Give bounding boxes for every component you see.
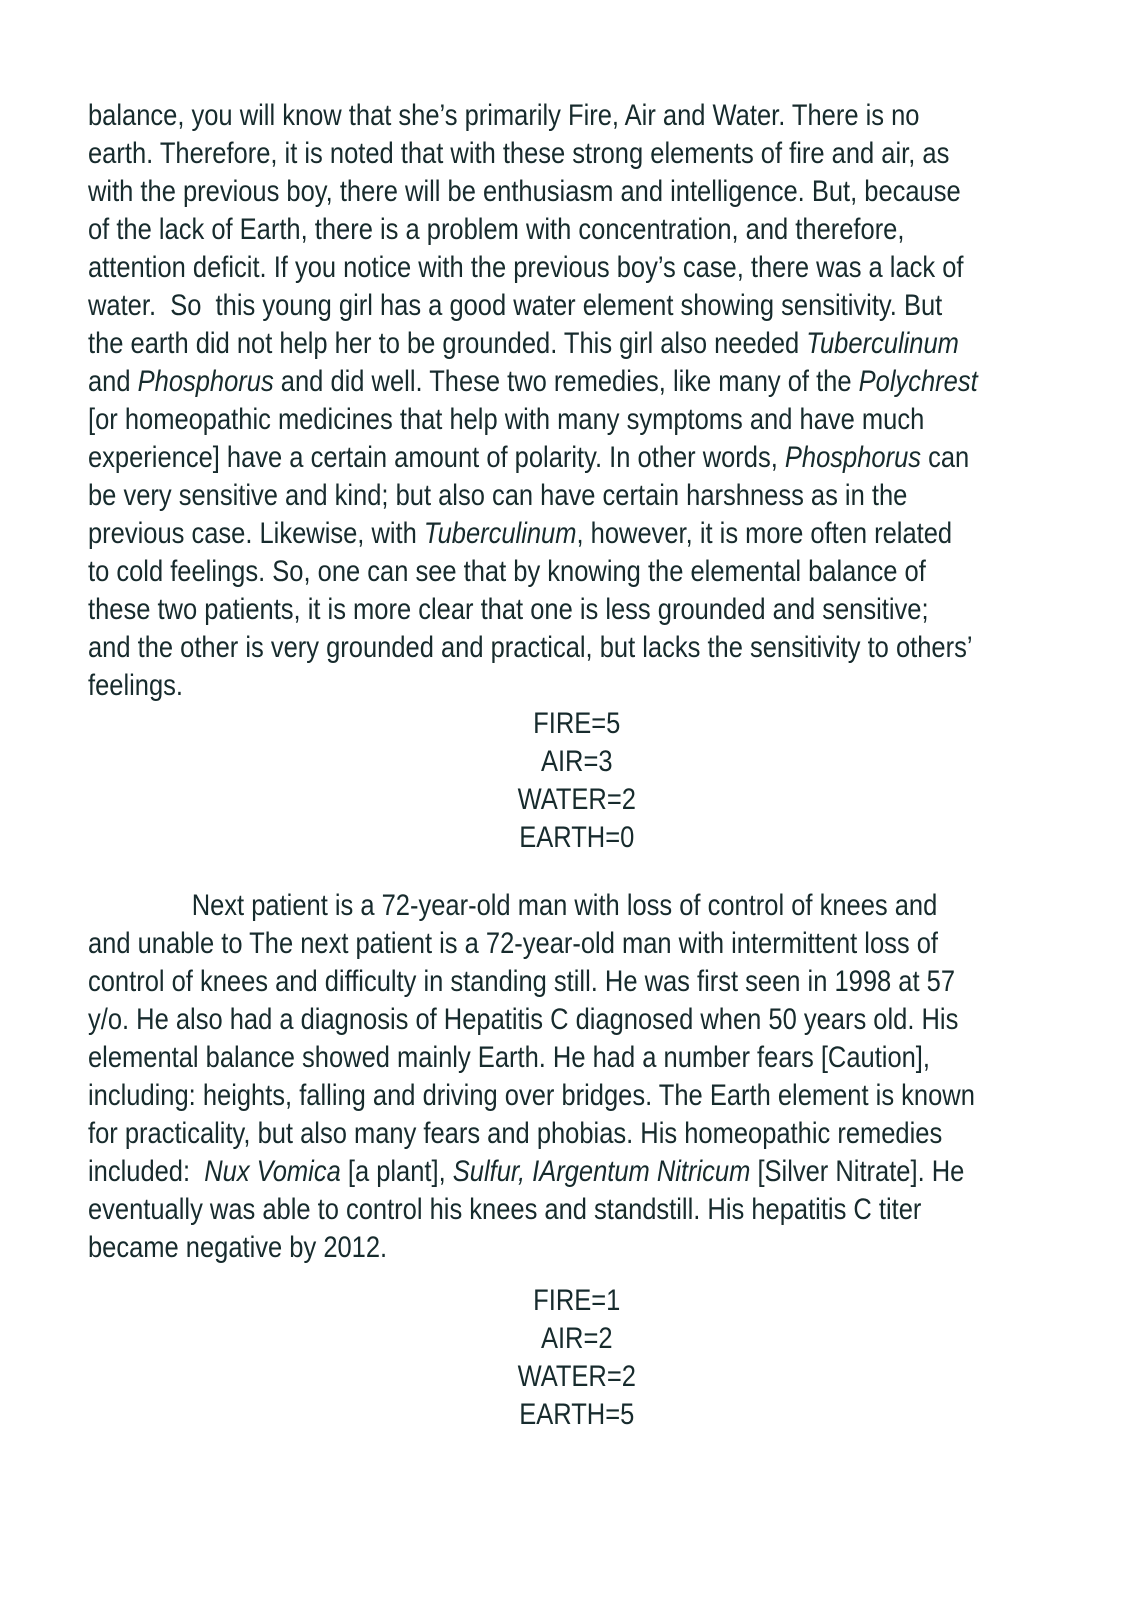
element-score-line: FIRE=1	[533, 1284, 621, 1317]
element-score-line: AIR=3	[540, 745, 613, 778]
text-run: and	[88, 365, 138, 398]
text-column	[88, 97, 1040, 1434]
text-line: be very sensitive and kind; but also can have certain harshness as in the	[88, 479, 908, 512]
text-line: control of knees and difficulty in standing still. He was first seen in 1998 at 57	[88, 965, 956, 998]
paragraph	[88, 887, 1040, 1267]
text-run: included:	[88, 1155, 205, 1188]
text-line: [or homeopathic medicines that help with many symptoms and have much	[88, 403, 925, 436]
text-line: these two patients, it is more clear that one is less grounded and sensitive;	[88, 593, 929, 626]
text-line: to cold feelings. So, one can see that by knowing the elemental balance of	[88, 555, 926, 588]
text-run: [a plant],	[340, 1155, 453, 1188]
text-line	[88, 515, 1040, 553]
text-line: water. So this young girl has a good water element showing sensitivity. But	[88, 289, 943, 322]
text-line: elemental balance showed mainly Earth. He had a number fears [Caution],	[88, 1041, 930, 1074]
text-line: including: heights, falling and driving over bridges. The Earth element is known	[88, 1079, 975, 1112]
text-line: feelings.	[88, 669, 183, 702]
text-run: , however, it is more often related	[576, 517, 953, 550]
italic-text-run: Nux Vomica	[204, 1155, 341, 1188]
element-score-line: AIR=2	[540, 1322, 613, 1355]
italic-text-run: Tuberculinum	[423, 517, 577, 550]
italic-text-run: Tuberculinum	[806, 327, 959, 360]
element-score-line: FIRE=5	[533, 707, 621, 740]
text-run: previous case. Likewise, with	[88, 517, 424, 550]
italic-text-run: Phosphorus	[784, 441, 921, 474]
text-line: of the lack of Earth, there is a problem with concentration, and therefore,	[88, 213, 905, 246]
text-run: [Silver Nitrate]. He	[750, 1155, 965, 1188]
text-line: eventually was able to control his knees and standstill. His hepatitis C titer	[88, 1193, 922, 1226]
text-line: became negative by 2012.	[88, 1231, 388, 1264]
text-line: with the previous boy, there will be enthusiasm and intelligence. But, because	[88, 175, 961, 208]
element-score-line: WATER=2	[517, 1360, 636, 1393]
text-line: for practicality, but also many fears and phobias. His homeopathic remedies	[88, 1117, 943, 1150]
italic-text-run: Phosphorus	[137, 365, 274, 398]
text-line: earth. Therefore, it is noted that with these strong elements of fire and air, as	[88, 137, 950, 170]
text-line: attention deficit. If you notice with the previous boy’s case, there was a lack of	[88, 251, 964, 284]
text-line: balance, you will know that she’s primarily Fire, Air and Water. There is no	[88, 99, 920, 132]
text-run: and did well. These two remedies, like many of the	[273, 365, 859, 398]
text-run: experience] have a certain amount of polarity. In other words,	[88, 441, 785, 474]
text-line: and the other is very grounded and practical, but lacks the sensitivity to others’	[88, 631, 973, 664]
italic-text-run: Sulfur, IArgentum Nitricum	[452, 1155, 751, 1188]
text-line	[88, 1153, 1040, 1191]
text-line: and unable to The next patient is a 72-year-old man with intermittent loss of	[88, 927, 939, 960]
italic-text-run: Polychrest	[858, 365, 978, 398]
element-score-line: EARTH=5	[519, 1398, 635, 1431]
element-scores-list	[88, 1282, 1040, 1434]
element-scores-list	[88, 705, 1040, 857]
paragraph	[88, 97, 1040, 705]
text-line	[88, 325, 1040, 363]
element-score-line: EARTH=0	[519, 821, 635, 854]
text-run: can	[921, 441, 970, 474]
element-score-line: WATER=2	[517, 783, 636, 816]
text-line	[88, 363, 1040, 401]
text-run: the earth did not help her to be grounded. This girl also needed	[88, 327, 807, 360]
text-line	[88, 439, 1040, 477]
text-line: y/o. He also had a diagnosis of Hepatitis C diagnosed when 50 years old. His	[88, 1003, 959, 1036]
text-line: Next patient is a 72-year-old man with loss of control of knees and	[191, 889, 938, 922]
